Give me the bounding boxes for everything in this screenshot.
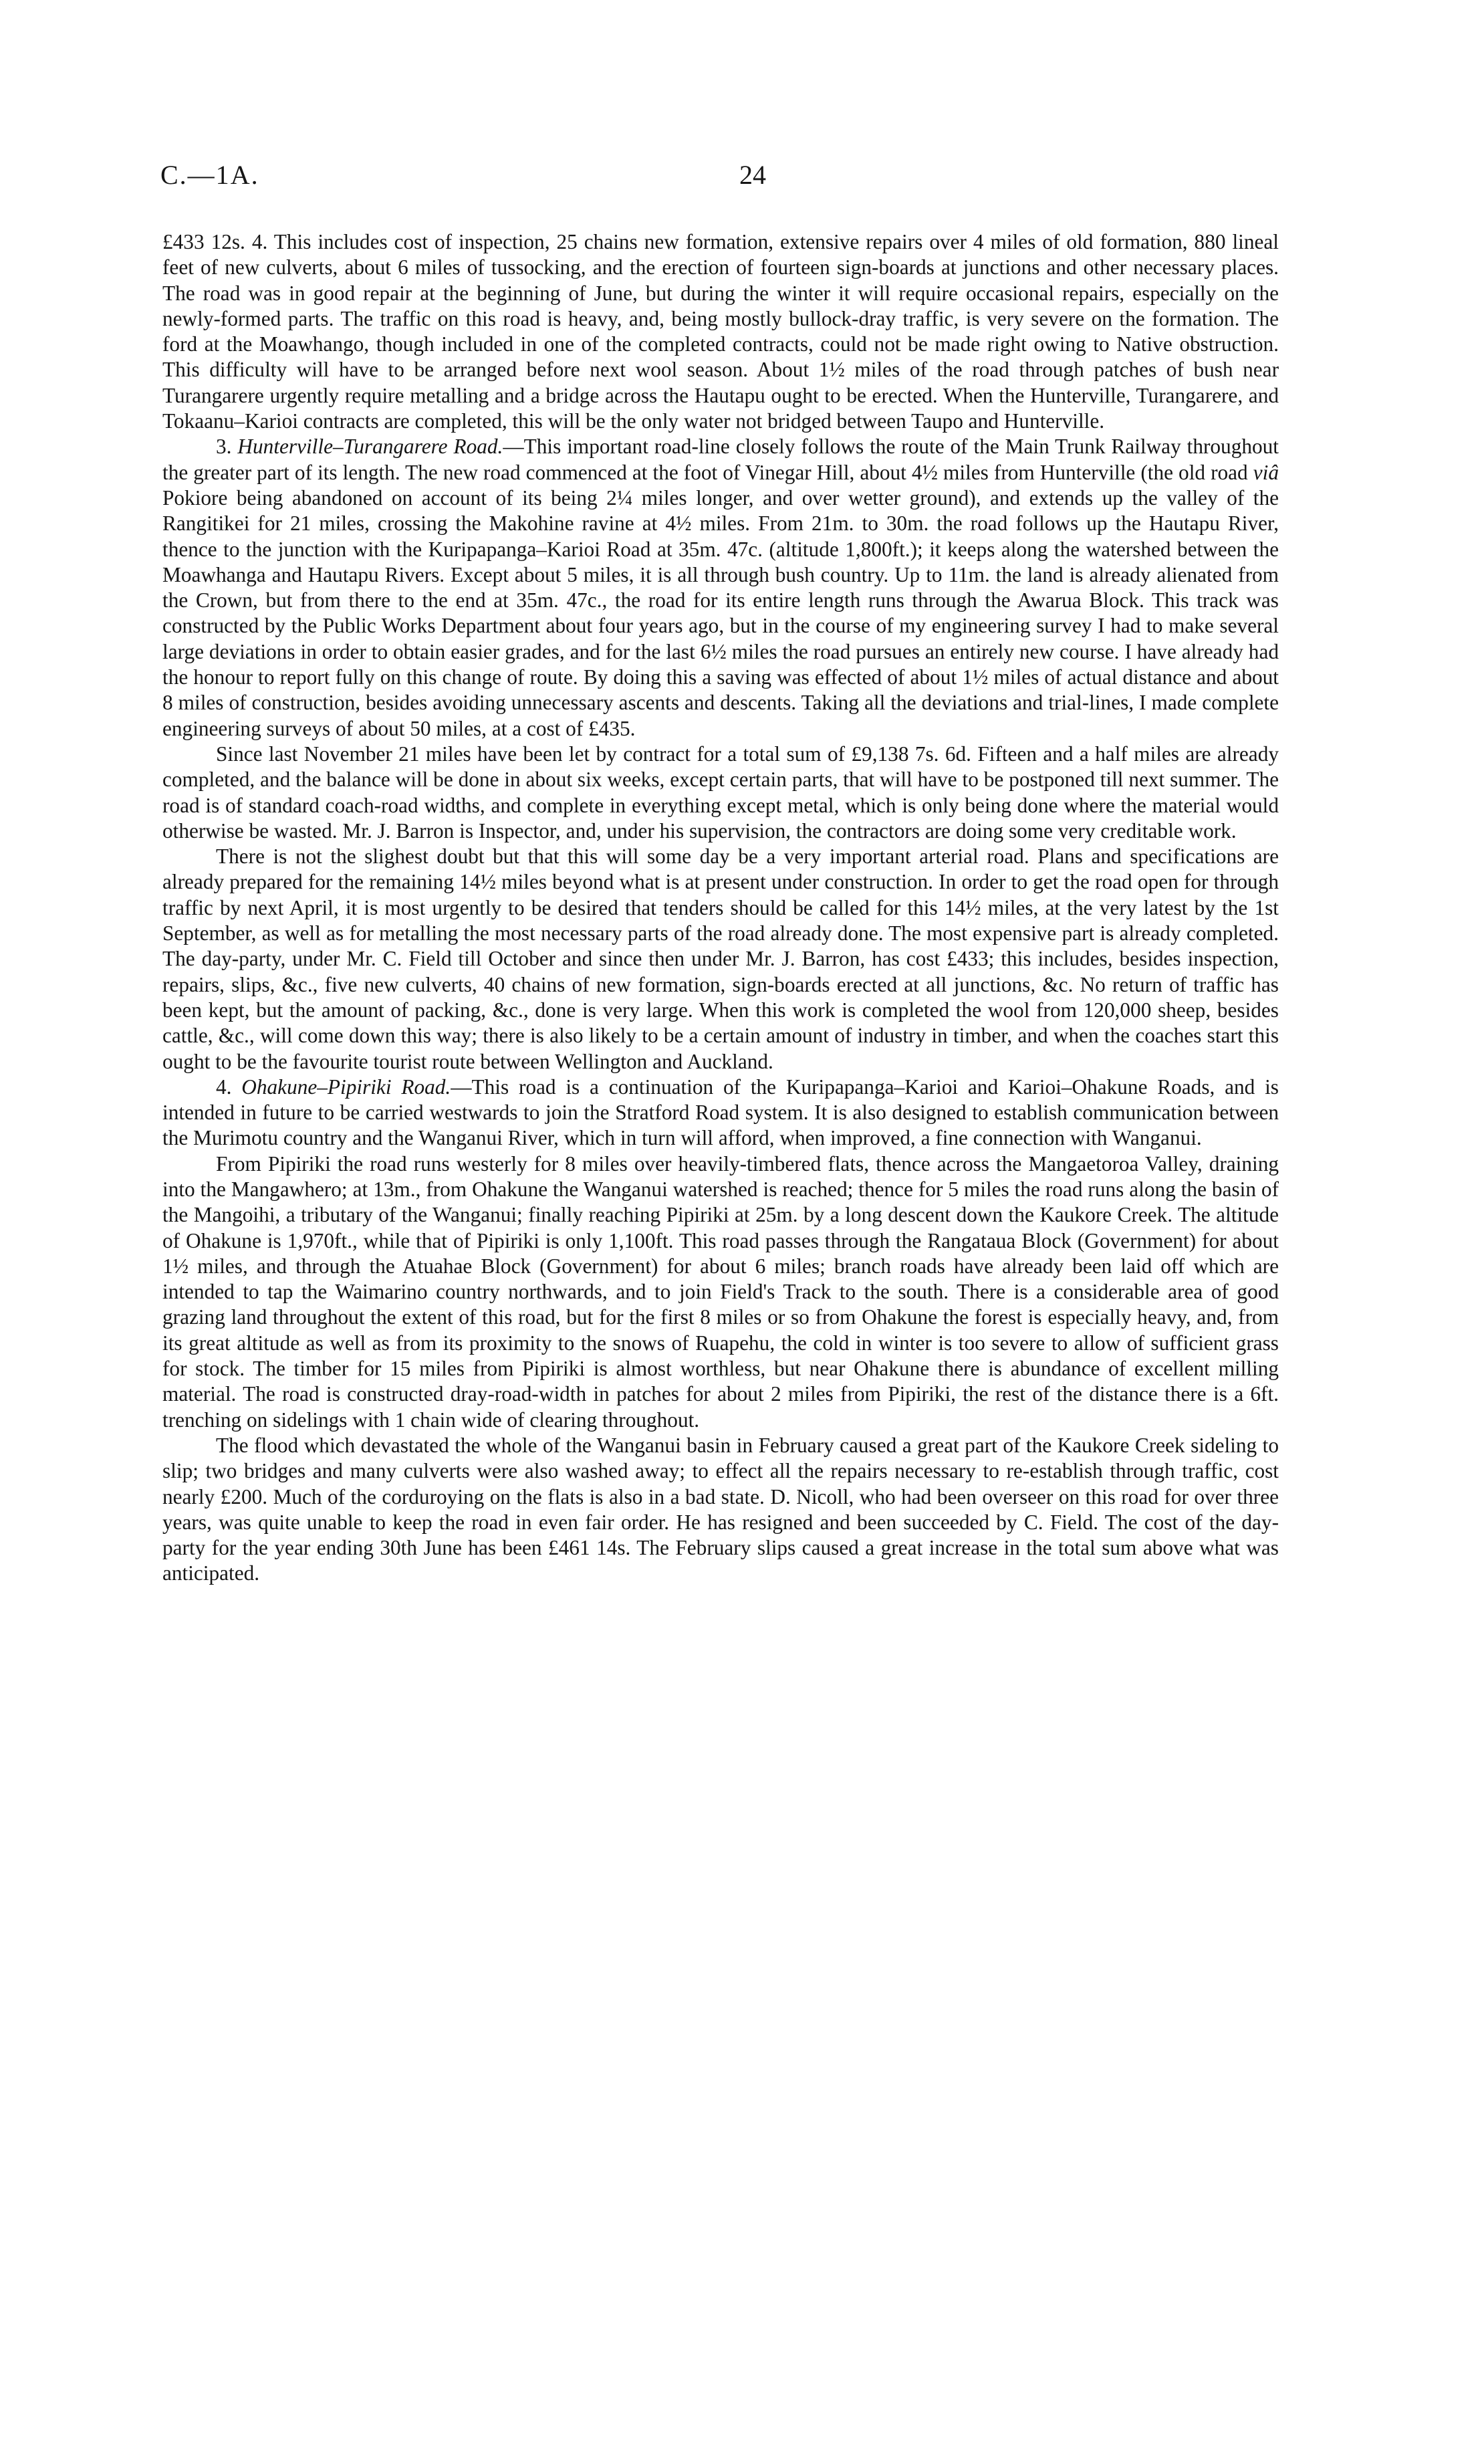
section-text: —This important road-line closely follows the route of the Main Trunk Railway throughout the greater part of its length. The new road commenced at the foot of Vinegar Hill, about 4½ miles from Hunterville (the old road xyxy=(162,435,1279,484)
section-ohakune-pipiriki xyxy=(162,1075,1279,1151)
paragraph-contracts: Since last November 21 miles have been let by contract for a total sum of £9,138 7s. 6d. Fifteen and a half miles are already completed, and the balance will be done in about six weeks, except certain parts, that will have to be postponed till next summer. The road is of standard coach-road widths, and complete in everything except metal, which is only being done where the material would otherwise be wasted. Mr. J. Barron is Inspector, and, under his supervision, the contractors are doing some very creditable work. xyxy=(162,742,1279,843)
section-title: Hunterville–Turangarere Road. xyxy=(237,435,503,459)
document-reference-suffix: A. xyxy=(230,160,259,190)
document-reference-prefix: C.—1 xyxy=(160,160,231,190)
section-text: —This road is a continuation of the Kuripapanga–Karioi and Karioi–Ohakune Roads, and is intended in future to be carried westwards to join the Stratford Road system. It is also designed to establish communication between the Murimotu country and the Wanganui River, which in turn will afford, when improved, a fine connection with Wanganui. xyxy=(162,1075,1279,1150)
section-number: 4. xyxy=(216,1075,232,1099)
paragraph-arterial-road: There is not the slighest doubt but that this will some day be a very important arterial road. Plans and specifications are already prepared for the remaining 14½ miles beyond what is at present under construction. In order to get the road open for through traffic by next April, it is most urgently to be desired that tenders should be called for this 14½ miles, at the very latest by the 1st September, as well as for metalling the most necessary parts of the road already done. The most expensive part is already completed. The day-party, under Mr. C. Field till October and since then under Mr. J. Barron, has cost £433; this includes, besides inspection, repairs, slips, &c., five new culverts, 40 chains of new formation, sign-boards erected at all junctions, &c. No return of traffic has been kept, but the amount of packing, &c., done is very large. When this work is completed the wool from 120,000 sheep, besides cattle, &c., will come down this way; there is also likely to be a certain amount of industry in timber, and when the coaches start this ought to be the favourite tourist route between Wellington and Auckland. xyxy=(162,845,1279,1073)
paragraph-route-description: From Pipiriki the road runs westerly for 8 miles over heavily-timbered flats, thence across the Mangaetoroa Valley, draining into the Mangawhero; at 13m., from Ohakune the Wanganui watershed is reached; thence for 5 miles the road runs along the basin of the Mangoihi, a tributary of the Wanganui; finally reaching Pipiriki at 25m. by a long descent down the Kaukore Creek. The altitude of Ohakune is 1,970ft., while that of Pipiriki is only 1,100ft. This road passes through the Rangataua Block (Government) for about 1½ miles, and through the Atuahae Block (Government) for about 6 miles; branch roads have already been laid off which are intended to tap the Waimarino country northwards, and to join Field's Track to the south. There is a considerable area of good grazing land throughout the extent of this road, but for the first 8 miles or so from Ohakune the forest is especially heavy, and, from its great altitude as well as from its proximity to the snows of Ruapehu, the cold in winter is too severe to allow of sufficient grass for stock. The timber for 15 miles from Pipiriki is almost worthless, but near Ohakune there is abundance of excellent milling material. The road is constructed dray-road-width in patches for about 2 miles from Pipiriki, the rest of the distance there is a 6ft. trenching on sidelings with 1 chain wide of clearing throughout. xyxy=(162,1151,1279,1432)
paragraph-flood: The flood which devastated the whole of the Wanganui basin in February caused a great part of the Kaukore Creek sideling to slip; two bridges and many culverts were also washed away; to effect all the repairs necessary to re-establish through traffic, cost nearly £200. Much of the corduroying on the flats is also in a bad state. D. Nicoll, who had been overseer on this road for over three years, was quite unable to keep the road in even fair order. He has resigned and been succeeded by C. Field. The cost of the day-party for the year ending 30th June has been £461 14s. The February slips caused a great increase in the total sum above what was anticipated. xyxy=(162,1433,1279,1585)
section-title: Ohakune–Pipiriki Road. xyxy=(241,1075,451,1099)
section-number: 3. xyxy=(216,435,232,459)
page-header xyxy=(160,159,1304,199)
via-italic: viâ xyxy=(1253,460,1279,484)
document-reference xyxy=(160,159,259,191)
page-number: 24 xyxy=(739,160,766,190)
report-body xyxy=(162,229,1279,1587)
section-hunterville-turangarere xyxy=(162,434,1279,742)
section-text-continued: Pokiore being abandoned on account of its being 2¼ miles longer, and over wetter ground), and extends up the valley of the Rangitikei for 21 miles, crossing the Makohine ravine at 4½ miles. From 21m. to 30m. the road follows up the Hautapu River, thence to the junction with the Kuripapanga–Karioi Road at 35m. 47c. (altitude 1,800ft.); it keeps along the watershed between the Moawhanga and Hautapu Rivers. Except about 5 miles, it is all through bush country. Up to 11m. the land is already alienated from the Crown, but from there to the end at 35m. 47c., the road for its entire length runs through the Awarua Block. This track was constructed by the Public Works Department about four years ago, but in the course of my engineering survey I had to make several large deviations in order to obtain easier grades, and for the last 6½ miles the road pursues an entirely new course. I have already had the honour to report fully on this change of route. By doing this a saving was effected of about 1½ miles of actual distance and about 8 miles of construction, besides avoiding unnecessary ascents and descents. Taking all the deviations and trial-lines, I made complete engineering surveys of about 50 miles, at a cost of £435. xyxy=(162,485,1279,740)
paragraph-continuation: £433 12s. 4. This includes cost of inspection, 25 chains new formation, extensive repairs over 4 miles of old formation, 880 lineal feet of new culverts, about 6 miles of tussocking, and the erection of fourteen sign-boards at junctions and other necessary places. The road was in good repair at the beginning of June, but during the winter it will require occasional repairs, especially on the newly-formed parts. The traffic on this road is heavy, and, being mostly bullock-dray traffic, is very severe on the formation. The ford at the Moawhango, though included in one of the completed contracts, could not be made right owing to Native obstruction. This difficulty will have to be arranged before next wool season. About 1½ miles of the road through patches of bush near Turangarere urgently require metalling and a bridge across the Hautapu ought to be erected. When the Hunterville, Turangarere, and Tokaanu–Karioi contracts are completed, this will be the only water not bridged between Taupo and Hunterville. xyxy=(162,230,1279,433)
